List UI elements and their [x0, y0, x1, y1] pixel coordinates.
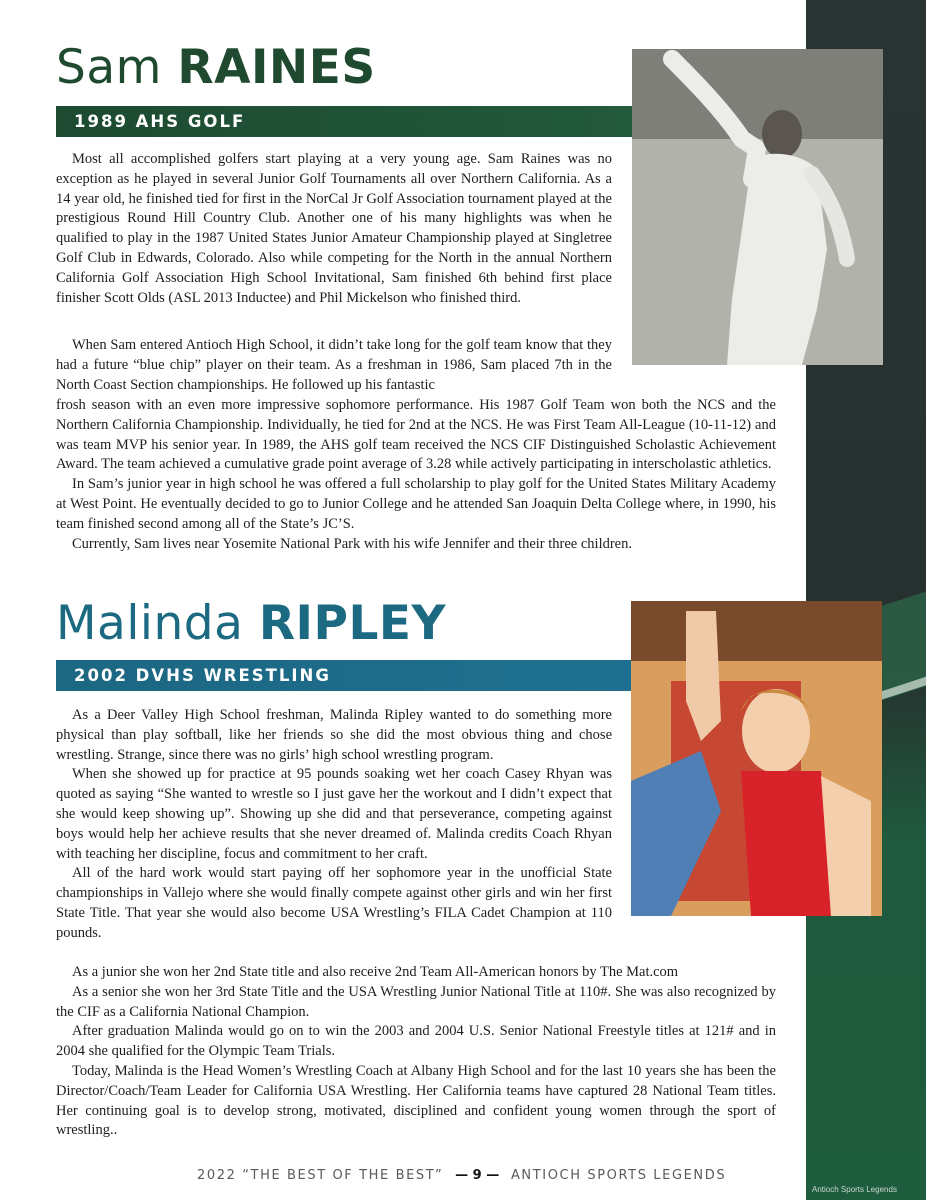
section-banner-wrestling: 2002 DVHS WRESTLING [56, 660, 634, 691]
paragraph: As a senior she won her 3rd State Title and the USA Wrestling Junior National Title at 110#. She was also recognized by the CIF as a California National Champion. [56, 983, 776, 1020]
paragraph: Today, Malinda is the Head Women’s Wrestling Coach at Albany High School and for the last 10 years she has been the Director/Coach/Team Leader for California USA Wrestling. Her California teams have captured 28 National Team titles. Her continuing goal is to develop strong, motivated, disciplined and confident young women through the sport of wrestling.. [56, 1062, 776, 1139]
wrestler-illustration [631, 601, 882, 916]
last-name: RIPLEY [258, 596, 447, 651]
paragraph: When Sam entered Antioch High School, it didn’t take long for the golf team know that they had a future “blue chip” player on their team. As a freshman in 1986, Sam placed 7th in the North Coast Section championships. He followed up his fantastic [56, 337, 612, 393]
photo-wrestler [631, 601, 882, 916]
page-footer [197, 1168, 726, 1183]
raines-text-b [56, 336, 612, 395]
ripley-text-b [56, 963, 776, 1141]
paragraph-continued: frosh season with an even more impressive sophomore performance. His 1987 Golf Team won both the NCS and the Northern California Championship. Individually, he tied for 2nd at the NCS. He was First Team All-League (10-11-12) and was team MVP his senior year. In 1989, the AHS golf team received the NCS CIF Distinguished Scholastic Achievement Award. The team achieved a cumulative grade point average of 3.28 while actively participating in interscholastic athletics. [56, 397, 776, 473]
footer-left: 2022 “THE BEST OF THE BEST” [197, 1168, 444, 1183]
paragraph: As a Deer Valley High School freshman, Malinda Ripley wanted to do something more physical than play softball, like her friends so she did the most obvious thing and chose wrestling. Strange, since there was no girls’ high school wrestling program. [56, 707, 612, 763]
paragraph: In Sam’s junior year in high school he was offered a full scholarship to play golf for the United States Military Academy at West Point. He eventually decided to go to Junior College and he attended San Joaquin Delta College where, in 1990, his team finished second among all of the State’s JC’S. [56, 476, 776, 532]
paragraph: All of the hard work would start paying off her sophomore year in the unofficial State championships in Vallejo where she would finally compete against other girls and win her first State Title. That year she would also become USA Wrestling’s FILA Cadet Champion at 110 pounds. [56, 865, 612, 941]
band-tag: Antioch Sports Legends [812, 1185, 897, 1194]
first-name: Sam [56, 40, 162, 95]
raines-text-a [56, 150, 612, 308]
paragraph: As a junior she won her 2nd State title and also receive 2nd Team All-American honors by The Mat.com [72, 964, 679, 980]
photo-golfer [632, 49, 883, 365]
last-name: RAINES [177, 40, 376, 95]
paragraph: When she showed up for practice at 95 pounds soaking wet her coach Casey Rhyan was quoted as saying “She wanted to wrestle so I just gave her the workout and I didn’t expect that she would keep showing up”. Showing up she did and that perseverance, competing against boys would help her achieve results that she never dreamed of. Malinda credits Coach Rhyan with teaching her discipline, focus and commitment to her craft. [56, 766, 612, 862]
profile-name-ripley [56, 596, 446, 651]
section-banner-golf: 1989 AHS GOLF [56, 106, 634, 137]
footer-right: ANTIOCH SPORTS LEGENDS [510, 1168, 727, 1183]
paragraph: Most all accomplished golfers start playing at a very young age. Sam Raines was no exception as he played in several Junior Golf Tournaments all over Northern California. As a 14 year old, he finished tied for first in the NorCal Jr Golf Association tournament played at the prestigious Round Hill Country Club. Another one of his many highlights was when he qualified to play in the 1987 United States Junior Amateur Championship played at Singletree Golf Club in Edwards, Colorado. Also while competing for the North in the annual Northern California Golf Association High School Invitational, Sam finished 6th behind first place finisher Scott Olds (ASL 2013 Inductee) and Phil Mickelson who finished third. [56, 151, 612, 306]
golfer-illustration [632, 49, 883, 365]
ripley-text-a [56, 706, 612, 944]
paragraph: After graduation Malinda would go on to win the 2003 and 2004 U.S. Senior National Freestyle titles at 121# and in 2004 she qualified for the Olympic Team Trials. [56, 1023, 776, 1060]
paragraph: Currently, Sam lives near Yosemite National Park with his wife Jennifer and their three children. [72, 535, 632, 552]
profile-name-raines [56, 40, 376, 95]
first-name: Malinda [56, 596, 244, 651]
raines-text-c [56, 396, 776, 554]
page-number: — 9 — [455, 1168, 500, 1183]
